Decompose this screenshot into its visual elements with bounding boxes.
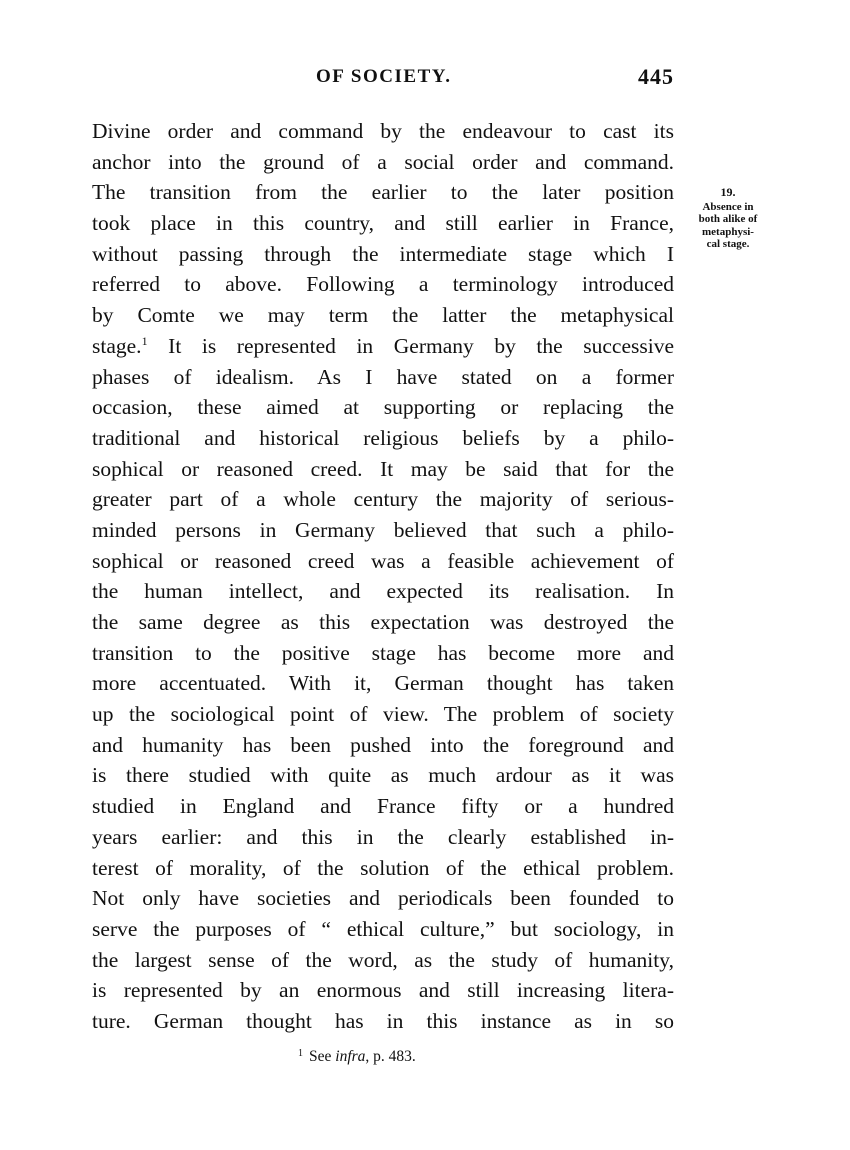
running-head-title: OF SOCIETY. [316,66,452,87]
margin-note-line: both alike of [698,213,758,225]
text-line: sophical or reasoned creed was a feasible achievement of [92,548,674,573]
text-line: occasion, these aimed at supporting or replacing the [92,395,674,420]
text-line: and humanity has been pushed into the foreground and [92,732,674,757]
margin-note-number: 19. [720,185,736,199]
text-line: referred to above. Following a terminology introduced [92,272,674,297]
text-line: years earlier: and this in the clearly established in- [92,824,674,849]
text-line: up the sociological point of view. The problem of society [92,702,674,727]
text-line-with-footnote [92,331,674,362]
text-line: transition to the positive stage has become more and [92,640,674,665]
text-line: is represented by an enormous and still increasing litera- [92,978,674,1003]
text-line: studied in England and France fifty or a hundred [92,794,674,819]
text-segment: It is represented in Germany by the successive [168,333,675,358]
text-line: ture. German thought has in this instance as in so [92,1008,674,1033]
footnote [298,1048,416,1066]
text-line: is there studied with quite as much ardour as it was [92,763,674,788]
text-line: sophical or reasoned creed. It may be said that for the [92,456,674,481]
text-line: greater part of a whole century the majority of serious- [92,487,674,512]
margin-note [678,186,778,251]
text-line: without passing through the intermediate stage which I [92,241,674,266]
footnote-reference: 1 [141,333,148,348]
text-line: the same degree as this expectation was destroyed the [92,610,674,634]
text-line: traditional and historical religious beliefs by a philo- [92,425,674,450]
body-text [92,116,674,1037]
text-segment: stage. [92,333,142,358]
footnote-text: See [309,1048,336,1065]
margin-note-line: Absence in [702,200,754,213]
text-line: the human intellect, and expected its realisation. In [92,579,674,604]
text-line: Not only have societies and periodicals been founded to [92,886,674,911]
text-line: the largest sense of the word, as the study of humanity, [92,947,674,972]
footnote-marker: 1 [298,1048,303,1059]
text-line: Divine order and command by the endeavour to cast its [92,119,674,143]
text-line: by Comte we may term the latter the metaphysical [92,303,674,328]
text-line: phases of idealism. As I have stated on a former [92,364,674,389]
text-line: serve the purposes of “ ethical culture,” but sociology, in [92,916,674,941]
text-line: took place in this country, and still earlier in France, [92,211,674,236]
margin-note-line: cal stage. [706,238,750,250]
text-line: anchor into the ground of a social order and command. [92,149,674,174]
footnote-text: , p. 483. [365,1048,416,1065]
margin-note-line: metaphysi- [702,225,754,238]
page-number: 445 [638,64,674,89]
footnote-italic: infra [335,1048,366,1065]
text-line: terest of morality, of the solution of the ethical problem. [92,855,674,880]
running-head [92,66,674,92]
text-line: The transition from the earlier to the later position [92,180,674,205]
text-line: minded persons in Germany believed that such a philo- [92,517,674,542]
text-line: more accentuated. With it, German thought has taken [92,671,674,696]
